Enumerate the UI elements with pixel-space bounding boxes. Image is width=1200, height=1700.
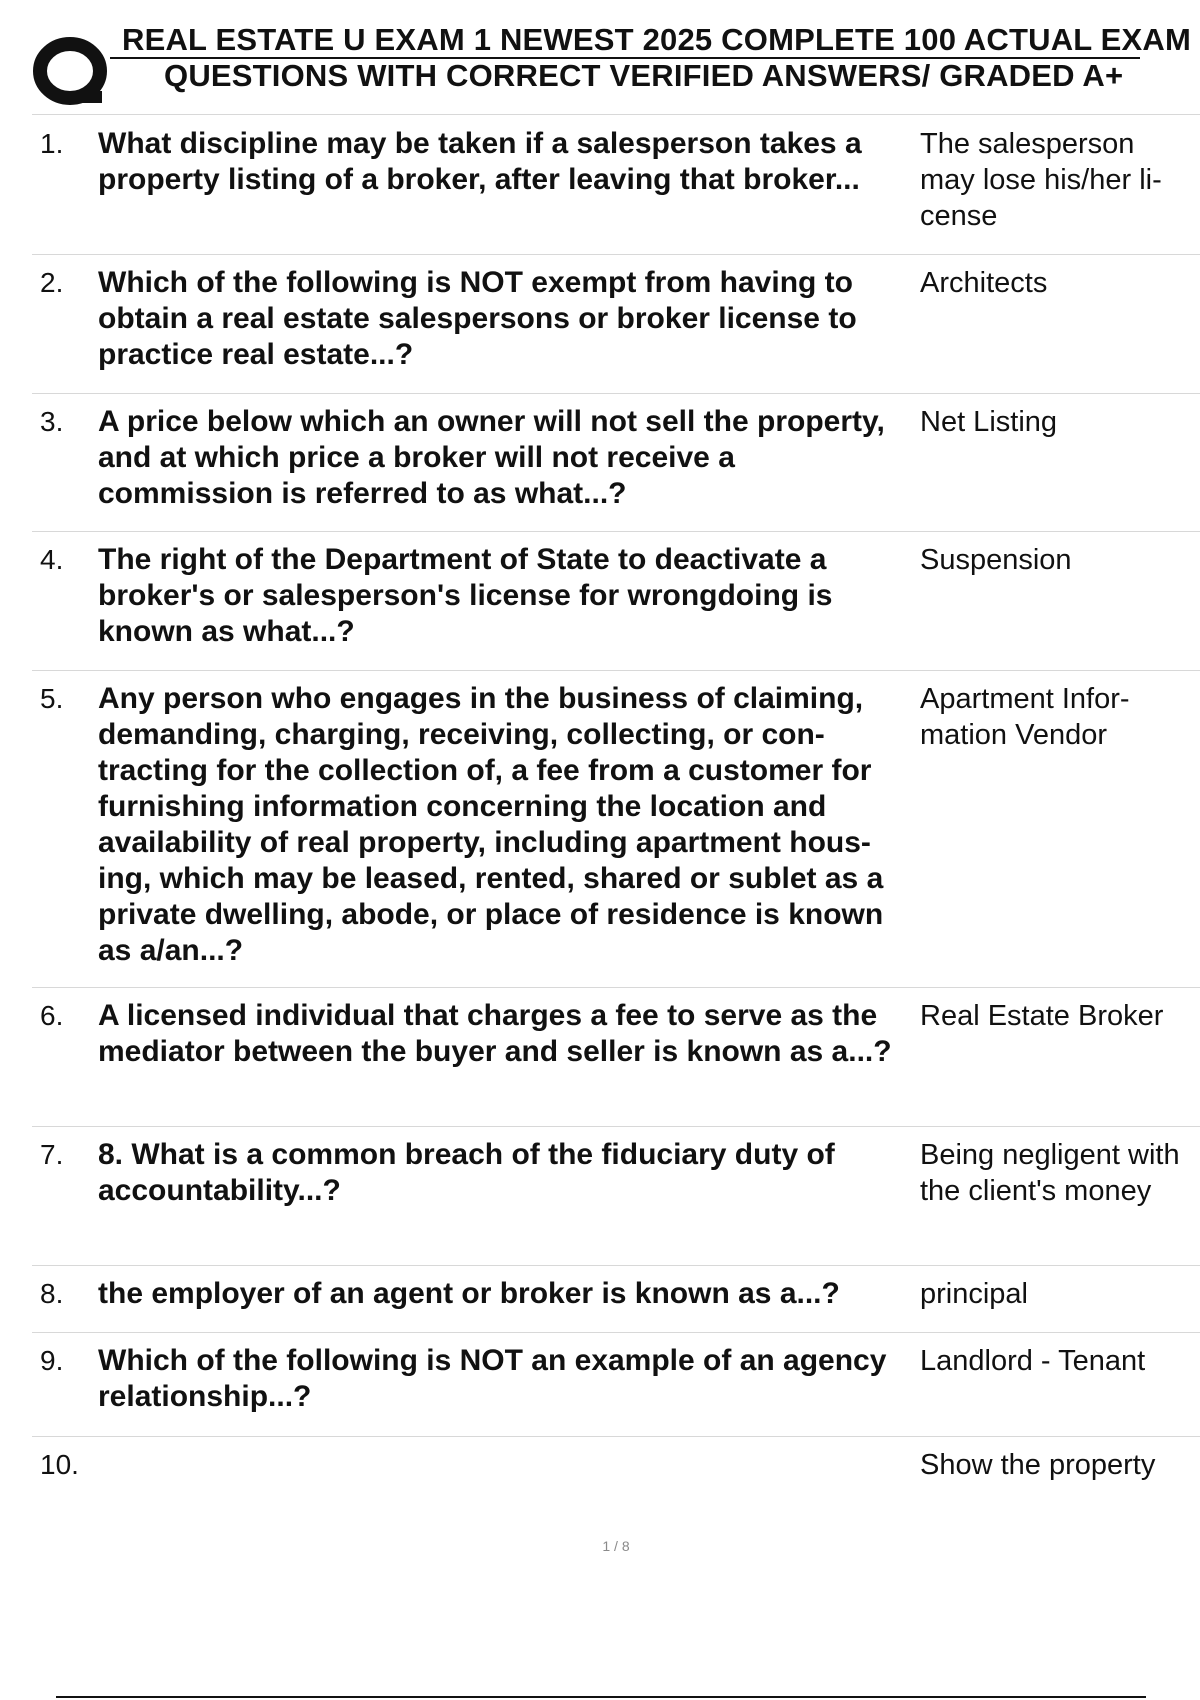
qa-item — [32, 116, 1200, 255]
q-logo-icon — [32, 33, 112, 113]
qa-item — [32, 988, 1200, 1127]
qa-item-number: 6. — [40, 1000, 64, 1031]
qa-item-answer: Show the property — [920, 1449, 1156, 1481]
qa-item — [32, 532, 1200, 671]
qa-item-number: 2. — [40, 267, 64, 298]
qa-item-answer: Being negligent with the client's money — [920, 1139, 1180, 1207]
qa-item-answer: The salesperson may lose his/her license — [920, 128, 1162, 232]
page-indicator: 1 / 8 — [602, 1538, 630, 1554]
document-title-line-1: REAL ESTATE U EXAM 1 NEWEST 2025 COMPLETE 100 ACTUAL EXAM — [122, 22, 1192, 57]
document-title-line-2: QUESTIONS WITH CORRECT VERIFIED ANSWERS/ GRADED A+ — [164, 58, 1124, 93]
qa-item-number: 10. — [40, 1449, 79, 1480]
qa-item — [32, 255, 1200, 394]
qa-list — [32, 116, 1200, 1497]
qa-item-question: The right of the Department of State to deactivate a broker's or salesperson's license for wrongdoing is known as what...? — [98, 543, 833, 648]
qa-item-number: 3. — [40, 406, 64, 437]
qa-item-question: the employer of an agent or broker is known as a...? — [98, 1277, 840, 1310]
qa-item-question: A licensed individual that charges a fee to serve as the mediator between the buyer and seller is known as a...? — [98, 999, 892, 1068]
qa-item-question: A price below which an owner will not sell the property, and at which price a broker will not receive a commission is referred to as what...? — [98, 405, 885, 510]
qa-item-number: 4. — [40, 544, 64, 575]
qa-item-number: 1. — [40, 128, 64, 159]
qa-item-question: Any person who engages in the business of claiming, demanding, charging, receiving, collecting, or contracting for the collection of, a fee from a customer for furnishing information concerning the location and availability of real property, including apartment housing, which may be leased, rented, shared or sublet as a private dwelling, abode, or place of residence is known as a/an...? — [98, 682, 884, 967]
header-divider — [32, 114, 1200, 115]
qa-item-number: 8. — [40, 1278, 64, 1309]
qa-item-number: 5. — [40, 683, 64, 714]
qa-item-answer: Apartment Information Vendor — [920, 683, 1130, 751]
qa-item — [32, 671, 1200, 988]
qa-item-answer: Landlord - Tenant — [920, 1345, 1146, 1377]
qa-item — [32, 1266, 1200, 1333]
document-header — [0, 0, 1200, 116]
qa-item-number: 7. — [40, 1139, 64, 1170]
qa-item — [32, 1127, 1200, 1266]
qa-item-question: Which of the following is NOT exempt from having to obtain a real estate salespersons or broker license to practice real estate...? — [98, 266, 857, 371]
qa-item-answer: Architects — [920, 267, 1048, 299]
qa-item-answer: Suspension — [920, 544, 1072, 576]
qa-item-number: 9. — [40, 1345, 64, 1376]
footer-divider — [56, 1696, 1146, 1698]
qa-item-answer: Net Listing — [920, 406, 1058, 438]
qa-item-question: What discipline may be taken if a salesperson takes a property listing of a broker, after leaving that broker... — [98, 127, 862, 196]
qa-item-answer: Real Estate Broker — [920, 1000, 1164, 1032]
qa-item-question: Which of the following is NOT an example of an agency relationship...? — [98, 1344, 887, 1413]
qa-item-question: 8. What is a common breach of the fiduciary duty of accountability...? — [98, 1138, 835, 1207]
qa-item — [32, 394, 1200, 532]
qa-item — [32, 1333, 1200, 1437]
qa-item-answer: principal — [920, 1278, 1028, 1310]
qa-item — [32, 1437, 1200, 1497]
